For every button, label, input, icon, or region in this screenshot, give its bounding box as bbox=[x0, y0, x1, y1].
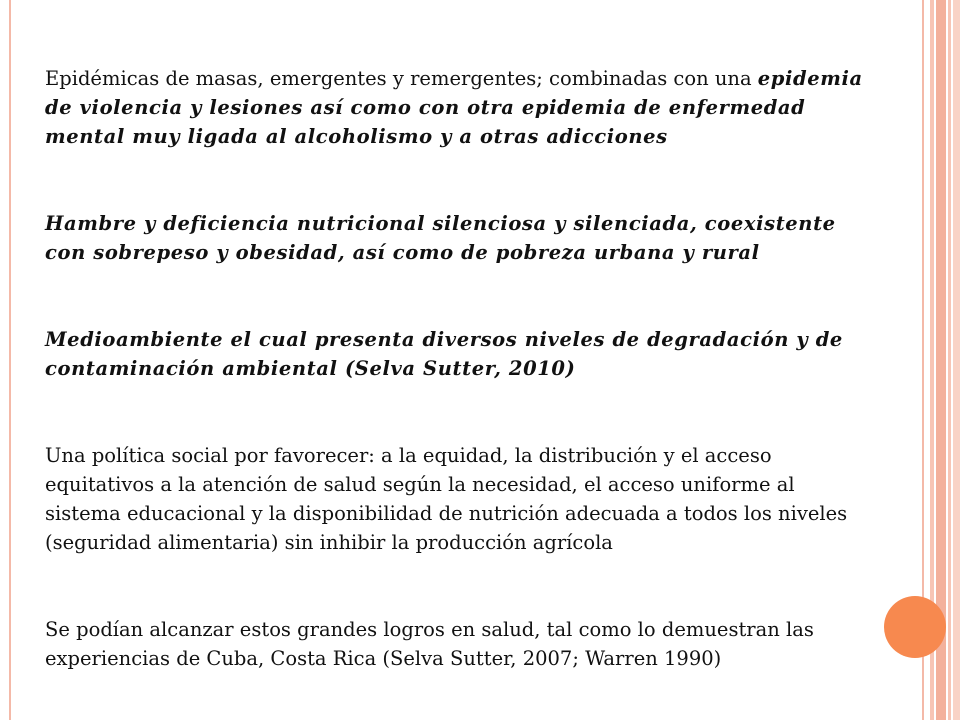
paragraph-social-policy: Una política social por favorecer: a la equidad, la distribución y el acceso equitativos a la atención de salud según la necesidad, el acceso uniforme al sistema educacional y la disponibilidad de nutrición adecuada a todos los niveles (seguridad alimentaria) sin inhibir la producción agrícola bbox=[45, 444, 848, 554]
paragraph-emphasis: epidemia de violencia y lesiones así como con otra epidemia de enfermedad mental muy ligada al alcoholismo y a otras adicciones bbox=[45, 67, 863, 148]
side-stripe bbox=[948, 0, 951, 720]
paragraph-hunger: Hambre y deficiencia nutricional silenciosa y silenciada, coexistente con sobrepeso y obesidad, así como de pobreza urbana y rural bbox=[45, 212, 836, 264]
paragraph-environment: Medioambiente el cual presenta diversos niveles de degradación y de contaminación ambiental (Selva Sutter, 2010) bbox=[45, 328, 843, 380]
paragraph-lead: Epidémicas de masas, emergentes y remergentes; combinadas con una bbox=[45, 67, 752, 90]
paragraph-epidemics bbox=[45, 64, 875, 151]
paragraph-achievements: Se podían alcanzar estos grandes logros en salud, tal como lo demuestran las experiencias de Cuba, Costa Rica (Selva Sutter, 2007; Warren 1990) bbox=[45, 618, 814, 670]
decorative-circle bbox=[884, 596, 946, 658]
side-stripe bbox=[953, 0, 960, 720]
